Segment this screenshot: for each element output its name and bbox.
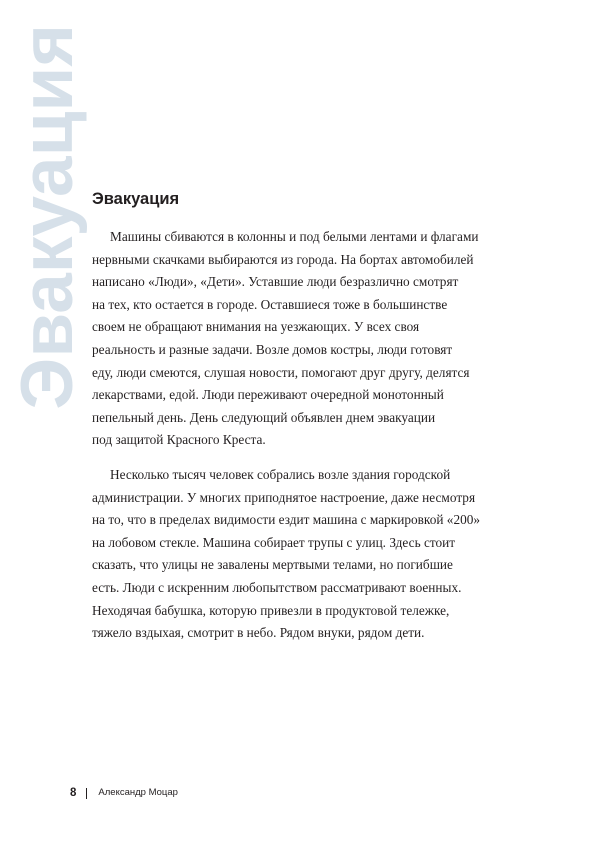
page-footer	[70, 785, 178, 801]
text-line: администрации. У многих приподнятое настроение, даже несмотря	[92, 489, 476, 505]
text-line: пепельный день. День следующий объявлен днем эвакуации	[92, 409, 436, 425]
text-line: на тех, кто остается в городе. Оставшиеся тоже в большинстве	[92, 296, 448, 312]
text-line: написано «Люди», «Дети». Уставшие люди безразлично смотрят	[92, 274, 459, 290]
text-line: нервными скачками выбираются из города. На бортах автомобилей	[92, 251, 474, 267]
text-line: еду, люди смеются, слушая новости, помогают друг другу, делятся	[92, 364, 470, 380]
paragraph-1	[92, 226, 532, 452]
text-line: Машины сбиваются в колонны и под белыми лентами и флагами	[110, 229, 479, 244]
page-number: 8	[70, 787, 77, 799]
text-line: Несколько тысяч человек собрались возле здания городской	[110, 466, 451, 482]
text-line: своем не обращают внимания на уезжающих. У всех своя	[92, 319, 420, 335]
vertical-chapter-title: Эвакуация	[7, 24, 88, 410]
text-line: реальность и разные задачи. Возле домов костры, люди готовят	[92, 341, 453, 357]
text-line: лекарствами, едой. Люди переживают очередной монотонный	[92, 387, 444, 403]
text-line: сказать, что улицы не завалены мертвыми телами, но погибшие	[92, 557, 453, 573]
author-name: Александр Моцар	[98, 787, 178, 798]
text-line: на лобовом стекле. Машина собирает трупы с улиц. Здесь стоит	[92, 534, 456, 550]
chapter-heading: Эвакуация	[92, 190, 180, 208]
chapter-body	[92, 226, 532, 657]
text-line: Неходячая бабушка, которую привезли в продуктовой тележке,	[92, 602, 450, 618]
text-line: есть. Люди с искренним любопытством рассматривают военных.	[92, 579, 462, 595]
text-line: под защитой Красного Креста.	[92, 432, 266, 448]
text-line: тяжело вздыхая, смотрит в небо. Рядом внуки, рядом дети.	[92, 625, 425, 641]
paragraph-2	[92, 464, 532, 645]
footer-divider	[86, 788, 87, 799]
text-line: на то, что в пределах видимости ездит машина с маркировкой «200»	[92, 512, 481, 528]
